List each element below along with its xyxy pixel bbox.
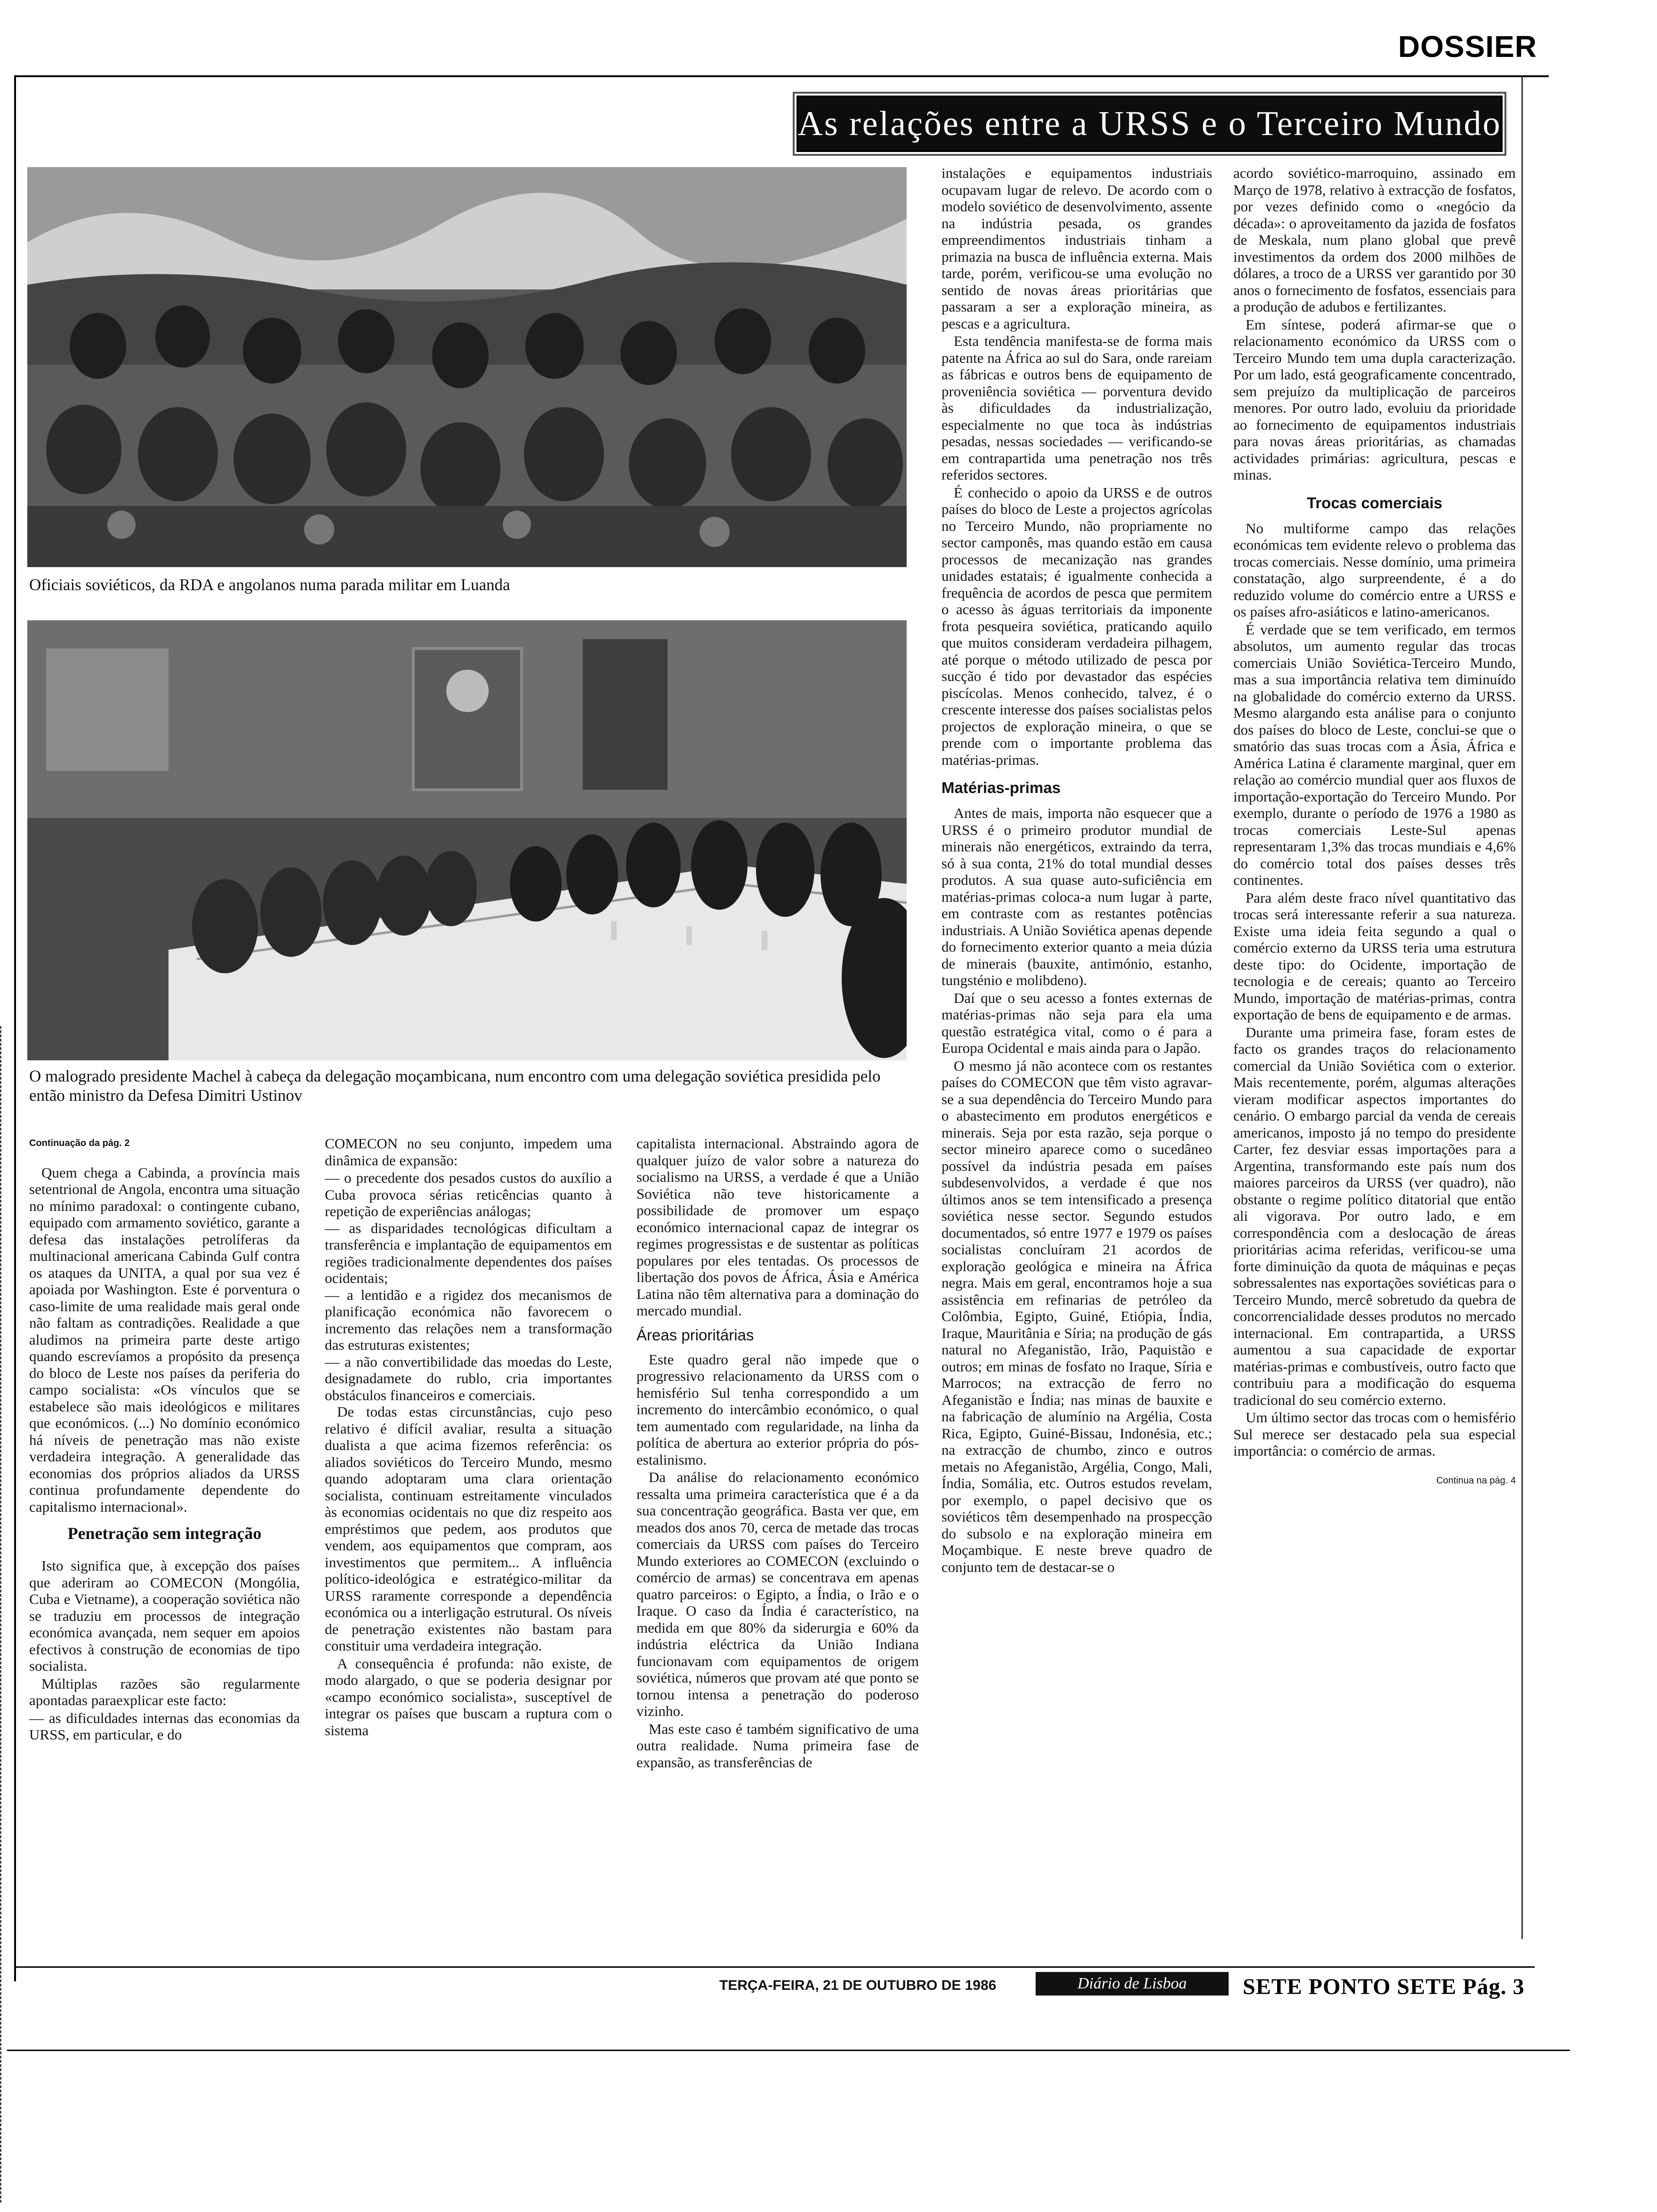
footer-date: TERÇA-FEIRA, 21 DE OUTUBRO DE 1986 xyxy=(719,1978,997,1993)
photo-caption-parade: Oficiais soviéticos, da RDA e angolanos numa parada militar em Luanda xyxy=(29,576,510,594)
frame-left-rule xyxy=(14,75,16,1981)
paragraph: instalações e equipamentos industriais ocupavam lugar de relevo. De acordo com o modelo soviético de desenvolvimento, assente na indústria pesada, os grandes empreendimentos industriais tinham a primazia na busca de influência externa. Mais tarde, porém, verificou-se uma evolução no sentido de novas áreas prioritárias que passaram a ser a exploração mineira, as pescas e a agricultura. xyxy=(941,165,1212,332)
paragraph: COMECON no seu conjunto, impedem uma dinâmica de expansão: xyxy=(325,1135,612,1169)
paragraph: capitalista internacional. Abstraindo agora de qualquer juízo de valor sobre a natureza do socialismo na URSS, a verdade é que a União Soviética não teve historicamente a possibilidade de promover um espaço económico internacional capaz de integrar os regimes progressistas e de sustentar as políticas populares por eles tentadas. Os processos de libertação dos povos de África, Ásia e América Latina não têm alternativa para a dominação do mercado mundial. xyxy=(636,1135,919,1319)
paragraph: Um último sector das trocas com o hemisfério Sul merece ser destacado pela sua especial importância: o comércio de armas. xyxy=(1233,1409,1516,1459)
subheading-areas-prioritarias: Áreas prioritárias xyxy=(636,1326,754,1344)
photo-delegation-meeting xyxy=(27,620,907,1060)
paragraph: De todas estas circunstâncias, cujo peso relativo é difícil avaliar, resulta a situação dualista a que acima fizemos referência: os aliados soviéticos do Terceiro Mundo, mesmo quando adoptaram uma clara orientação socialista, continuam estreitamente vinculados às economias ocidentais no que diz respeito aos empréstimos que pedem, aos produtos que vendem, aos equipamentos que compram, aos investimentos que permitem... A influência político-ideológica e estratégico-militar da URSS raramente corresponde a dependência económica ou a interligação estrutural. Os níveis de penetração existentes não bastam para constituir uma verdadeira integração. xyxy=(325,1403,612,1654)
frame-top-rule xyxy=(14,75,1549,77)
list-item: — a lentidão e a rigidez dos mecanismos de planificação económica não favorecem o incremento das relações nem a transformação das estruturas existentes; xyxy=(325,1286,612,1353)
paragraph: Múltiplas razões são regularmente apontadas paraexplicar este facto: xyxy=(29,1675,300,1708)
paragraph: É conhecido o apoio da URSS e de outros países do bloco de Leste a projectos agrícolas no Terceiro Mundo, não propriamente no sector camponês, mas quando estão em causa processos de mecanização nas grandes unidades estatais; é igualmente conhecida a frequência de acordos de pesca que permitem o acesso às águas territoriais da imponente frota pesqueira soviética, praticando aquilo que muitos consideram verdadeira pilhagem, até porque o método utilizado de pesca por sucção é tido por devastador das espécies piscícolas. Menos conhecido, talvez, é o crescente interesse dos países socialistas pelos projectos de exploração mineira, o que se prende com o importante problema das matérias-primas. xyxy=(941,484,1212,768)
paragraph: Para além deste fraco nível quantitativo das trocas será interessante referir a sua natureza. Existe uma ideia feita segundo a qual o comércio externo da URSS teria uma estrutura deste tipo: do Ocidente, importação de tecnologia e de cereais; quanto ao Terceiro Mundo, importação de matérias-primas, contra exportação de bens de equipamento e de armas. xyxy=(1233,889,1516,1023)
supplement-and-page xyxy=(1243,1974,1525,2000)
newspaper-masthead-logo: Diário de Lisboa xyxy=(1036,1972,1229,1996)
paragraph: Daí que o seu acesso a fontes externas de matérias-primas não seja para ela uma questão estratégica vital, como o é para a Europa Ocidental e mais ainda para o Japão. xyxy=(941,989,1212,1056)
paragraph: No multiforme campo das relações económicas tem evidente relevo o problema das trocas comerciais. Nesse domínio, uma primeira constatação, algo surpreendente, é a do reduzido volume do comércio entre a URSS e os países afro-asiáticos e latino-americanos. xyxy=(1233,520,1516,620)
paragraph: A consequência é profunda: não existe, de modo alargado, o que se poderia designar por «campo económico socialista», susceptível de integrar os países que buscam a ruptura com o sistema xyxy=(325,1655,612,1739)
article-column-bottom-3 xyxy=(636,1135,919,1771)
page-bottom-rule xyxy=(7,2050,1570,2051)
subheading-penetracao: Penetração sem integração xyxy=(67,1524,262,1543)
frame-bottom-rule xyxy=(14,1966,1535,1968)
article-column-bottom-1 xyxy=(29,1135,300,1744)
list-item: — a não convertibilidade das moedas do Leste, designadamete do rublo, cria importantes obstáculos financeiros e comerciais. xyxy=(325,1353,612,1403)
paragraph: É verdade que se tem verificado, em termos absolutos, um aumento regular das trocas comerciais União Soviética-Terceiro Mundo, mas a sua importância relativa tem diminuído na globalidade do comércio externo da URSS. Mesmo alargando esta análise para o conjunto dos países do bloco de Leste, conclui-se que o smatório das suas trocas com a Ásia, África e América Latina é claramente marginal, quer em relação ao comércio mundial quer aos fluxos de importação-exportação do Terceiro Mundo. Por exemplo, durante o período de 1976 a 1980 as trocas comerciais Leste-Sul apenas representaram 1,3% das trocas mundiais e 4,6% do comércio total dos países desses três continentes. xyxy=(1233,621,1516,888)
article-column-bottom-2 xyxy=(325,1135,612,1739)
supplement-name: SETE PONTO SETE xyxy=(1243,1974,1457,1999)
paragraph: Este quadro geral não impede que o progressivo relacionamento da URSS com o hemisfério Sul tenha correspondido a um incremento do intercâmbio económico, o qual tem aumentado com regularidade, na linha da política de abertura ao exterior própria do pós-estalinismo. xyxy=(636,1351,919,1468)
scan-margin-marks xyxy=(0,1026,7,2203)
frame-right-rule xyxy=(1521,75,1523,1939)
paragraph: Mas este caso é também significativo de uma outra realidade. Numa primeira fase de expansão, as transferências de xyxy=(636,1720,919,1771)
subheading-trocas-comerciais: Trocas comerciais xyxy=(1306,494,1442,512)
paragraph: Isto significa que, à excepção dos países que aderiram ao COMECON (Mongólia, Cuba e Vietname), a cooperação soviética não se traduziu em processos de integração económica avançada, nem sequer em apoios efectivos à construção de economias de tipo socialista. xyxy=(29,1557,300,1674)
paragraph: Da análise do relacionamento económico ressalta uma primeira característica que é a da sua concentração geográfica. Basta ver que, em meados dos anos 70, cerca de metade das trocas comerciais da URSS com países do Terceiro Mundo exteriores ao COMECON (excluindo o comércio de armas) se concentrava em apenas quatro parceiros: o Egipto, a Índia, o Irão e o Iraque. O caso da Índia é característico, na medida em que 80% da siderurgia e 60% da indústria eléctrica da União Indiana funcionavam com equipamentos de origem soviética, números que provam até que ponto se tornou intensa a penetração do poderoso vizinho. xyxy=(636,1469,919,1719)
article-column-right-1 xyxy=(941,165,1212,1576)
paragraph: Quem chega a Cabinda, a província mais setentrional de Angola, encontra uma situação no mínimo paradoxal: o contingente cubano, equipado com armamento soviético, garante a defesa das instalações petrolíferas da multinacional americana Cabinda Gulf contra os ataques da UNITA, a qual por sua vez é apoiada por Washington. Este é porventura o caso-limite de uma realidade mais geral onde não faltam as contradições. Realidade a que aludimos na primeira parte deste artigo quando escrevíamos a propósito da presença do bloco de Leste nos países da periferia do campo socialista: «Os vínculos que se estabelece são mais ideológicos e militares que económicos. (...) No domínio económico há níveis de penetração mas não existe verdadeira integração. A generalidade das economias dos próprios aliados da URSS continua profundamente dependente do capitalismo internacional». xyxy=(29,1164,300,1515)
continued-from-label: Continuação da pág. 2 xyxy=(29,1138,130,1148)
paragraph: Durante uma primeira fase, foram estes de facto os grandes traços do relacionamento comercial da União Soviética com o exterior. Mais recentemente, porém, algumas alterações vieram modificar aspectos importantes do cenário. O embargo parcial da venda de cereais americanos, imposto já no tempo do presidente Carter, fez desviar essas importações para a Argentina, transformando este país num dos maiores parceiros da URSS (ver quadro), não obstante o regime político ditatorial que então ali vigorava. Por outro lado, e em correspondência com a deslocação de áreas prioritárias acima referidas, verificou-se uma forte diminuição da quota de máquinas e peças sobressalentes nas exportações soviéticas para o Terceiro Mundo, mercê sobretudo da quebra de concorrencialidade desses produtos no mercado internacional. Em contrapartida, a URSS aumentou a sua capacidade de exportar matérias-primas e combustíveis, outro facto que contribuiu para a modificação do esquema tradicional do seu comércio externo. xyxy=(1233,1024,1516,1408)
article-column-right-2 xyxy=(1233,165,1516,1490)
paragraph: Em síntese, poderá afirmar-se que o relacionamento económico da URSS com o Terceiro Mundo tem uma dupla caracterização. Por um lado, está geograficamente concentrado, sem prejuízo da multiplicação de parceiros menores. Por outro lado, evoluiu da prioridade ao fornecimento de equipamentos industriais para novas áreas prioritárias, as chamadas actividades primárias: agricultura, pescas e minas. xyxy=(1233,316,1516,483)
paragraph: acordo soviético-marroquino, assinado em Março de 1978, relativo à extracção de fosfatos, por vezes definido como o «negócio da década»: o aproveitamento da jazida de fosfatos de Meskala, num plano global que prevê investimentos da ordem dos 2000 milhões de dólares, a troco de a URSS ver garantido por 30 anos o fornecimento de fosfatos, essenciais para a produção de adubos e fertilizantes. xyxy=(1233,165,1516,315)
headline-banner xyxy=(796,96,1503,152)
paragraph: Antes de mais, importa não esquecer que a URSS é o primeiro produtor mundial de minerais não energéticos, extraindo da terra, só à sua conta, 21% do total mundial desses produtos. A sua quase auto-suficiência em matérias-primas coloca-a num lugar à parte, em contraste com as restantes potências industriais. A União Soviética apenas depende do fornecimento exterior quanto a meia dúzia de minerais (bauxite, antimónio, estanho, tungsténio e molibdeno). xyxy=(941,805,1212,988)
paragraph: Esta tendência manifesta-se de forma mais patente na África ao sul do Sara, onde rareiam as fábricas e outros bens de equipamento de proveniência soviética — porventura devido às dificuldades da industrialização, especialmente no que toca às indústrias pesadas, nessas sociedades — verificando-se em contrapartida uma penetração nos três referidos sectores. xyxy=(941,333,1212,483)
subheading-materias-primas: Matérias-primas xyxy=(941,779,1061,796)
photo-caption-meeting: O malogrado presidente Machel à cabeça da delegação moçambicana, num encontro com uma delegação soviética presidida pelo então ministro da Defesa Dimitri Ustinov xyxy=(29,1067,881,1105)
list-item: — o precedente dos pesados custos do auxílio a Cuba provoca sérias reticências quanto à repetição de experiências análogas; xyxy=(325,1170,612,1219)
page-number: Pág. 3 xyxy=(1463,1974,1525,1999)
section-label: DOSSIER xyxy=(1398,30,1537,64)
reasons-list xyxy=(325,1170,612,1403)
paragraph: O mesmo já não acontece com os restantes países do COMECON que têm visto agravar-se a sua dependência do Terceiro Mundo para o abastecimento em produtos energéticos e minerais. Seja por esta razão, seja porque o sector mineiro aparece como o sucedâneo possível da indústria pesada em países subdesenvolvidos, a verdade é que nos últimos anos se tem intensificado a presença soviética nesse sector. Segundo estudos documentados, só entre 1977 e 1979 os países socialistas concluíram 21 acordos de exploração geológica e mineira na África negra. Mais em geral, encontramos hoje a sua assistência em refinarias de petróleo da Colômbia, Egipto, Guiné, Etiópia, Índia, Iraque, Mauritânia e Síria; na produção de gás natural no Afeganistão, Irão, Paquistão e outros; em minas de fosfato no Iraque, Síria e Marrocos; na extracção de ferro no Afeganistão e Índia; nas minas de bauxite e na fabricação de alumínio na Argélia, Costa Rica, Egipto, Guiné-Bissau, Indonésia, etc.; na extracção de chumbo, zinco e outros metais no Afeganistão, Argélia, Congo, Mali, Índia, Somália, etc. Outros estudos revelam, por exemplo, o papel decisivo que os soviéticos têm desempenhado na prospecção do subsolo e na exploração mineira em Moçambique. E neste breve quadro de conjunto tem de destacar-se o xyxy=(941,1057,1212,1575)
page-title: As relações entre a URSS e o Terceiro Mundo xyxy=(797,104,1502,143)
photo-military-parade xyxy=(27,167,907,567)
continued-on-link: Continua na pág. 4 xyxy=(1436,1475,1516,1486)
paragraph: — as dificuldades internas das economias da URSS, em particular, e do xyxy=(29,1709,300,1743)
list-item: — as disparidades tecnológicas dificultam a transferência e implantação de equipamentos em regiões tradicionalmente dependentes dos países ocidentais; xyxy=(325,1219,612,1286)
